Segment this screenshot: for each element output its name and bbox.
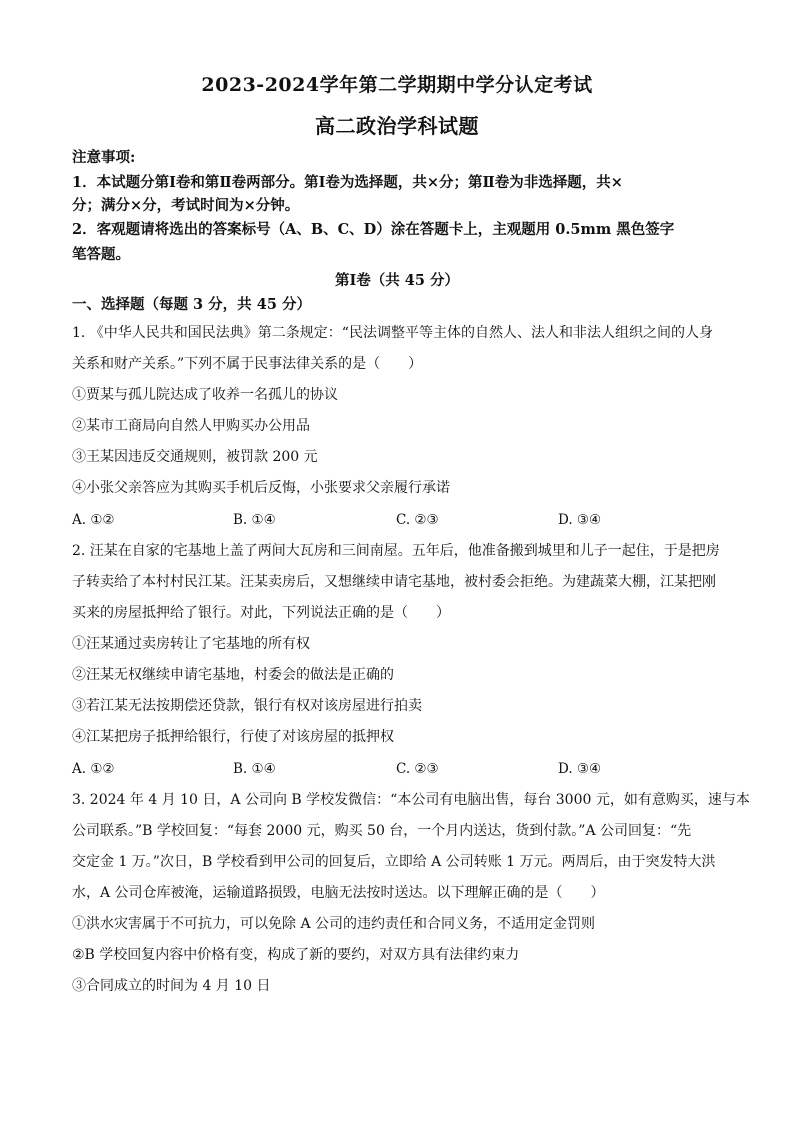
notice-item-1-line-1: 1．本试题分第Ⅰ卷和第Ⅱ卷两部分。第Ⅰ卷为选择题，共×分；第Ⅱ卷为非选择题，共× [72, 174, 623, 191]
question-1-stem-line-1: 1. 《中华人民共和国民法典》第二条规定：“民法调整平等主体的自然人、法人和非法人组织之间的人身 [72, 325, 713, 341]
question-2-option-a: A. ①② [72, 761, 115, 777]
question-2-statement-1: ①汪某通过卖房转让了宅基地的所有权 [72, 636, 310, 652]
exam-subtitle: 高二政治学科试题 [315, 114, 479, 138]
question-1-statement-4: ④小张父亲答应为其购买手机后反悔，小张要求父亲履行承诺 [72, 480, 450, 496]
question-3-stem-line-1: 3. 2024 年 4 月 10 日，A 公司向 B 学校发微信：“本公司有电脑出售，每台 3000 元，如有意购买，速与本 [72, 792, 750, 808]
question-1-stem-line-2: 关系和财产关系。”下列不属于民事法律关系的是（ ） [72, 356, 423, 372]
question-1-statement-1: ①贾某与孤儿院达成了收养一名孤儿的协议 [72, 387, 338, 403]
part-title: 第Ⅰ卷（共 45 分） [334, 272, 460, 289]
question-2-stem-line-3: 买来的房屋抵押给了银行。对此，下列说法正确的是（ ） [72, 605, 450, 621]
question-2-statement-4: ④江某把房子抵押给银行，行使了对该房屋的抵押权 [72, 729, 394, 745]
question-3-statement-2: ②B 学校回复内容中价格有变，构成了新的要约，对双方具有法律约束力 [72, 947, 520, 963]
question-1-option-a: A. ①② [72, 512, 115, 528]
question-1-option-c: C. ②③ [396, 512, 439, 528]
notice-item-1-line-2: 分；满分×分，考试时间为×分钟。 [72, 197, 300, 214]
section-heading: 一、选择题（每题 3 分，共 45 分） [72, 296, 311, 313]
question-2-option-d: D. ③④ [558, 761, 602, 777]
question-2-stem-line-2: 子转卖给了本村村民江某。汪某卖房后，又想继续申请宅基地，被村委会拒绝。为建蔬菜大棚，江某把刚 [72, 574, 716, 590]
notice-item-2-line-1: 2．客观题请将选出的答案标号（A、B、C、D）涂在答题卡上，主观题用 0.5mm 黑色签字 [72, 221, 675, 238]
question-3-statement-3: ③合同成立的时间为 4 月 10 日 [72, 978, 271, 994]
question-1-statement-3: ③王某因违反交通规则，被罚款 200 元 [72, 449, 318, 465]
question-3-stem-line-2: 公司联系。”B 学校回复：“每套 2000 元，购买 50 台，一个月内送达，货到付款。”A 公司回复：“先 [72, 823, 692, 839]
question-2-stem-line-1: 2. 汪某在自家的宅基地上盖了两间大瓦房和三间南屋。五年后，他准备搬到城里和儿子一起住，于是把房 [72, 543, 720, 559]
question-2-option-c: C. ②③ [396, 761, 439, 777]
question-1-option-b: B. ①④ [233, 512, 276, 528]
question-2-statement-2: ②汪某无权继续申请宅基地，村委会的做法是正确的 [72, 667, 394, 683]
question-3-stem-line-3: 交定金 1 万。”次日，B 学校看到甲公司的回复后，立即给 A 公司转账 1 万元。两周后，由于突发特大洪 [72, 854, 716, 870]
notice-heading: 注意事项: [72, 149, 136, 166]
question-3-stem-line-4: 水，A 公司仓库被淹，运输道路损毁，电脑无法按时送达。以下理解正确的是（ ） [72, 885, 605, 901]
question-2-statement-3: ③若江某无法按期偿还贷款，银行有权对该房屋进行拍卖 [72, 698, 422, 714]
notice-item-2-line-2: 笔答题。 [72, 246, 130, 263]
question-1-option-d: D. ③④ [558, 512, 602, 528]
exam-title: 2023-2024学年第二学期期中学分认定考试 [201, 74, 593, 96]
question-3-statement-1: ①洪水灾害属于不可抗力，可以免除 A 公司的违约责任和合同义务，不适用定金罚则 [72, 916, 596, 932]
question-2-option-b: B. ①④ [233, 761, 276, 777]
question-1-statement-2: ②某市工商局向自然人甲购买办公用品 [72, 418, 310, 434]
